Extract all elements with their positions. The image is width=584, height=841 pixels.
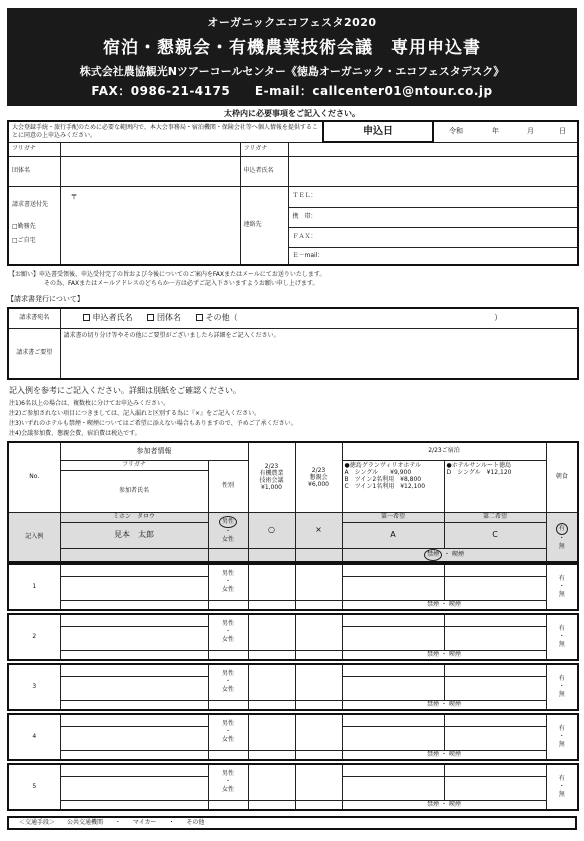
example-second-choice: C [444,522,546,548]
yes-option[interactable]: 有 [558,575,565,582]
example-yes: 有 [556,523,568,535]
conference-field[interactable] [248,764,295,800]
smoking-dot: ・ [440,750,447,758]
applicant-furigana-label: フリガナ [240,142,288,156]
row-blank [60,650,208,660]
hotel2-name: ●ホテルサンルート徳島 [446,461,511,469]
row-blank [248,800,295,810]
guide-note-2: 注2)ご参加されない項目につきましては、記入漏れと区別する為に『×』をご記入ください。 [9,410,261,417]
party-field[interactable] [295,664,342,700]
second-choice-field[interactable] [444,626,546,650]
party-field[interactable] [295,714,342,750]
example-female: 女性 [221,536,234,543]
first-choice-field[interactable] [342,626,444,650]
transport-other[interactable]: その他 [186,819,205,826]
applicant-furigana-field[interactable] [288,142,578,156]
conference-field[interactable] [248,564,295,600]
guide-title: 記入例を参考にご記入ください。詳細は別紙をご確認ください。 [9,386,241,395]
applicant-name-label: 申込者氏名 [240,156,288,186]
breakfast-select[interactable] [546,764,578,810]
example-smoking-label: 喫煙 [451,550,464,558]
row-blank [295,700,342,710]
gender-select[interactable] [208,614,248,650]
yes-option[interactable]: 有 [558,775,565,782]
gender-dot: ・ [224,728,231,736]
conference-field[interactable] [248,614,295,650]
second-choice-field[interactable] [444,776,546,800]
row-blank [248,650,295,660]
first-choice-field[interactable] [342,776,444,800]
conference-header: 2/23 有機農業 技術会議 ¥1,000 [248,442,295,512]
second-choice-top[interactable] [444,664,546,676]
yes-option[interactable]: 有 [558,725,565,732]
row-blank [248,600,295,610]
row-number: 4 [8,714,60,760]
example-row-top [8,512,578,522]
smoking-select[interactable] [342,750,546,760]
smoking-dot: ・ [440,700,447,708]
first-choice-field[interactable] [342,576,444,600]
female-option[interactable]: 女性 [221,736,234,744]
row-blank [248,750,295,760]
name-field[interactable] [60,576,208,600]
gender-dot: ・ [224,678,231,686]
fax-number: FAX：0986-21-4175 [91,84,231,98]
furigana-field[interactable] [60,614,208,626]
name-field[interactable] [60,676,208,700]
row-blank [208,650,248,660]
email-address: E-mail：callcenter01@ntour.co.jp [254,84,493,98]
workplace-checkbox[interactable]: □勤務先 [12,222,36,230]
furigana-header: フリガナ [60,460,208,470]
female-option[interactable]: 女性 [221,686,234,694]
participant-row-2 [7,613,579,661]
example-name: 見本 太郎 [60,522,208,548]
applicant-table [7,120,579,266]
guide-note-4: 注4)会議参加費、懇親会費、宿泊費は税込です。 [9,430,141,437]
row-blank [208,800,248,810]
second-choice-label: 第二希望 [444,512,546,522]
yes-option[interactable]: 有 [558,675,565,682]
example-label: 記入例 [8,512,60,562]
hotel2-info [444,460,546,512]
party-field[interactable] [295,764,342,800]
group-name-label: 団体名 [8,156,60,186]
example-blank [60,548,208,562]
example-no: 無 [558,542,565,550]
smoking-dot: ・ [440,600,447,608]
no-option[interactable]: 無 [558,691,565,698]
example-blank [295,548,342,562]
row-number: 1 [8,564,60,610]
example-breakfast-dot: ・ [558,534,565,542]
home-checkbox[interactable]: □ご自宅 [12,236,36,244]
row-blank [208,700,248,710]
example-smoking [342,548,546,562]
fax-field[interactable]: ＦＡＸ： [289,227,578,247]
event-title: オーガニックエコフェスタ2020 [207,16,377,29]
male-option[interactable]: 男性 [221,620,234,628]
conference-field[interactable] [248,664,295,700]
male-option[interactable]: 男性 [221,720,234,728]
transport-bar [7,816,577,830]
row-blank [60,750,208,760]
nonsmoking-option[interactable]: 禁煙 [427,800,440,808]
hotel1-name: ●徳島グランヴィリオホテル [344,461,422,469]
opt-group-label: 団体名 [157,313,182,323]
female-option[interactable]: 女性 [221,636,234,644]
participant-row-5 [7,763,579,811]
male-option[interactable]: 男性 [221,770,234,778]
privacy-note: 大会登録手続・旅行手配のために必要な範囲内で、本大会事務局・宿泊機関・保険会社等へ個人情報を提供することに同意の上申込みください。 [8,121,323,142]
row-blank [60,700,208,710]
example-breakfast [546,512,578,562]
party-field[interactable] [295,614,342,650]
applicant-checkbox[interactable] [83,314,90,321]
gender-select[interactable] [208,664,248,700]
invoice-request-label: 請求書ご要望 [8,328,60,379]
smoking-option[interactable]: 喫煙 [448,600,461,608]
female-option[interactable]: 女性 [221,786,234,794]
tel-field[interactable]: ＴＥＬ： [292,191,317,199]
smoking-option[interactable]: 喫煙 [448,800,461,808]
smoking-select[interactable] [342,800,546,810]
first-choice-top[interactable] [342,564,444,576]
breakfast-select[interactable] [546,614,578,660]
group-furigana-field[interactable] [60,142,240,156]
smoking-dot: ・ [440,800,447,808]
male-option[interactable]: 男性 [221,570,234,578]
furigana-field[interactable] [60,714,208,726]
instruction-text: 太枠内に必要事項をご記入ください。 [224,109,360,118]
invoice-heading: 【請求書発行について】 [7,295,84,303]
participant-row-4 [7,713,579,761]
row-number: 2 [8,614,60,660]
breakfast-header: 朝食 [546,442,578,512]
apply-date-month[interactable]: 月 [513,121,548,142]
row-blank [60,600,208,610]
close-paren: ） [494,313,503,323]
hotel2-d: D シングル ¥12,120 [446,468,512,476]
first-choice-top[interactable] [342,614,444,626]
example-gender-dot: ・ [224,528,231,535]
apply-date-label: 申込日 [323,121,433,142]
invoice-request-hint: 請求書の切り分け等やその他にご要望がございましたら詳細をご記入ください。 [63,331,280,339]
guide-note-3: 注3)いずれのホテルも禁煙・喫煙についてはご希望に添えない場合もありますので、予めご了承ください。 [9,420,297,427]
applicant-name-field[interactable] [288,156,578,186]
example-conference: ○ [248,512,295,548]
opt-applicant-label: 申込者氏名 [92,313,133,323]
participant-row-3 [7,663,579,711]
row-number: 3 [8,664,60,710]
invoice-name-options [60,308,578,328]
header-banner [7,8,577,106]
invoice-dest-label: 請求書送付先 [12,200,49,208]
group-checkbox[interactable] [147,314,154,321]
no-option[interactable]: 無 [558,741,565,748]
gender-select[interactable] [208,764,248,800]
mobile-field[interactable]: 携 帯： [289,207,578,227]
breakfast-select[interactable] [546,564,578,610]
row-blank [295,650,342,660]
example-male: 男性 [219,516,237,528]
gender-select[interactable] [208,714,248,750]
hotel1-b: B ツイン2名利用 ¥8,800 [344,475,422,483]
row-number: 5 [8,764,60,810]
row-blank [60,800,208,810]
gender-header: 性別 [208,460,248,512]
breakfast-dot: ・ [558,783,565,790]
breakfast-select[interactable] [546,714,578,760]
example-furigana: ミホン タロウ [60,512,208,522]
breakfast-dot: ・ [558,733,565,740]
invoice-table [7,307,579,380]
second-choice-field[interactable] [444,576,546,600]
first-choice-top[interactable] [342,764,444,776]
transport-sep: ・ [168,819,175,826]
smoking-dot: ・ [444,550,451,558]
contact-line [7,82,577,99]
furigana-field[interactable] [60,664,208,676]
conference-field[interactable] [248,714,295,750]
apply-date-day[interactable]: 日 [548,121,578,142]
row-blank [295,800,342,810]
transport-public[interactable]: 公共交通機関 [66,819,103,826]
name-header: 参加者氏名 [60,470,208,512]
row-blank [295,750,342,760]
example-gender [208,512,248,548]
email-field[interactable]: Ｅ－mail： [289,247,578,264]
example-row-bottom [8,548,578,562]
name-field[interactable] [60,776,208,800]
example-first-choice: A [342,522,444,548]
group-name-field[interactable] [60,156,240,186]
group-furigana-label: フリガナ [8,142,60,156]
breakfast-dot: ・ [558,683,565,690]
example-nonsmoking: 禁煙 [424,549,442,561]
participant-row-1 [7,563,579,611]
second-choice-top[interactable] [444,614,546,626]
invoice-dest-cell [8,186,60,265]
smoking-select[interactable] [342,650,546,660]
no-option[interactable]: 無 [558,591,565,598]
smoking-select[interactable] [342,600,546,610]
yes-option[interactable]: 有 [558,625,565,632]
example-blank [208,548,248,562]
gender-select[interactable] [208,564,248,600]
lodging-header: 2/23ご宿泊 [342,442,546,460]
opt-other-label: その他（ [205,313,238,323]
smoking-option[interactable]: 喫煙 [448,700,461,708]
breakfast-dot: ・ [558,633,565,640]
gender-dot: ・ [224,628,231,636]
transport-car[interactable]: マイカー [132,819,157,826]
name-field[interactable] [60,726,208,750]
apply-date-year[interactable]: 年 [478,121,513,142]
row-blank [208,600,248,610]
smoking-dot: ・ [440,650,447,658]
no-option[interactable]: 無 [558,641,565,648]
row-blank [208,750,248,760]
example-blank [248,548,295,562]
participants-table [7,441,579,563]
organizer-name: 株式会社農協観光Nツアーコールセンター《徳島オーガニック・エコフェスタデスク》 [79,65,505,78]
party-field[interactable] [295,564,342,600]
hotel1-a: A シングル ¥9,900 [344,468,412,476]
furigana-field[interactable] [60,564,208,576]
second-choice-top[interactable] [444,764,546,776]
hotel1-info [342,460,444,512]
first-choice-label: 第一希望 [342,512,444,522]
invoice-request-field[interactable] [60,328,578,379]
smoking-select[interactable] [342,700,546,710]
second-choice-top[interactable] [444,714,546,726]
second-choice-field[interactable] [444,726,546,750]
other-checkbox[interactable] [196,314,203,321]
gender-dot: ・ [224,778,231,786]
second-choice-top[interactable] [444,564,546,576]
no-header: No. [8,442,60,512]
row-blank [248,700,295,710]
invoice-name-label: 請求書宛名 [8,308,60,328]
address-field[interactable] [60,186,240,265]
smoking-option[interactable]: 喫煙 [448,650,461,658]
party-header: 2/23 懇親会 ¥6,000 [295,442,342,512]
contact-fields [288,186,578,265]
guide-note-1: 注1)6名以上の場合は、複数枚に分けてお申込みください。 [9,400,169,407]
female-option[interactable]: 女性 [221,586,234,594]
gender-dot: ・ [224,578,231,586]
breakfast-select[interactable] [546,664,578,710]
nonsmoking-option[interactable]: 禁煙 [427,600,440,608]
example-party: × [295,512,342,548]
transport-sep: ・ [114,819,121,826]
no-option[interactable]: 無 [558,791,565,798]
form-title: 宿泊・懇親会・有機農業技術会議 専用申込書 [103,38,481,58]
row-blank [295,600,342,610]
info-header: 参加者情報 [60,442,248,460]
contact-label: 連絡先 [240,186,288,265]
name-field[interactable] [60,626,208,650]
first-choice-field[interactable] [342,726,444,750]
first-choice-top[interactable] [342,714,444,726]
nonsmoking-option[interactable]: 禁煙 [427,750,440,758]
nonsmoking-option[interactable]: 禁煙 [427,700,440,708]
furigana-field[interactable] [60,764,208,776]
second-choice-field[interactable] [444,676,546,700]
hotel1-c: C ツイン1名利用 ¥12,100 [344,482,426,490]
smoking-option[interactable]: 喫煙 [448,750,461,758]
notes-line-1: 【お願い】申込書受領後、申込受付完了の旨および今後についてのご案内をFAXまたはメールにてお送りいたします。 [9,271,326,278]
nonsmoking-option[interactable]: 禁煙 [427,650,440,658]
male-option[interactable]: 男性 [221,670,234,678]
apply-date-era[interactable]: 令和 [433,121,478,142]
first-choice-field[interactable] [342,676,444,700]
notes-line-2: その為、FAXまたはメールアドレスのどちらか一方は必ずご記入下さいますようお願い申し上げます。 [44,280,319,287]
first-choice-top[interactable] [342,664,444,676]
breakfast-dot: ・ [558,583,565,590]
transport-label: ＜交通手段＞ [19,819,56,826]
postal-mark: 〒 [70,192,78,201]
